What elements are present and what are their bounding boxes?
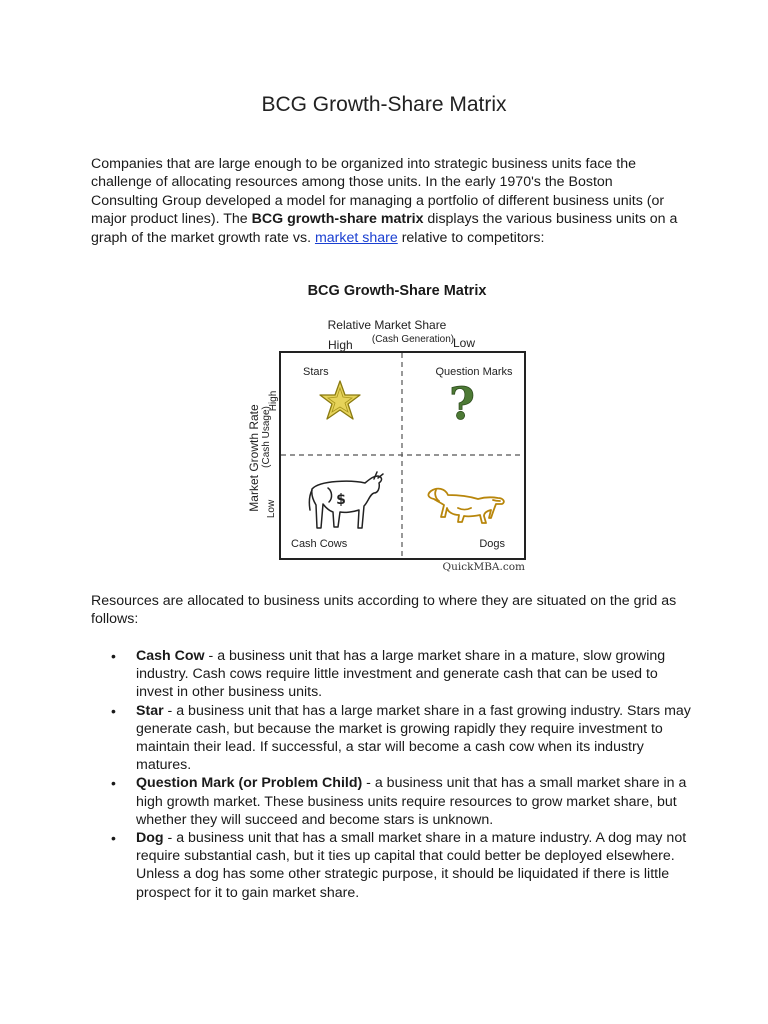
bullet-term: Question Mark (or Problem Child): [136, 775, 363, 792]
allocation-paragraph: Resources are allocated to business units according to where they are situated on the grid as follows:: [91, 593, 677, 628]
list-item-cash-cow: [91, 647, 691, 702]
x-axis-sublabel: (Cash Generation): [371, 334, 455, 345]
bullet-icon: •: [111, 775, 116, 792]
quadrant-label-dogs: Dogs: [479, 538, 505, 550]
quadrant-label-cash-cows: Cash Cows: [291, 538, 348, 550]
bullet-term: Dog: [136, 830, 164, 847]
page-title: BCG Growth-Share Matrix: [261, 93, 507, 116]
bcg-categories-list: [91, 647, 691, 902]
bcg-matrix-svg: [240, 312, 530, 574]
list-item-dog: [91, 829, 691, 902]
quadrant-label-question-marks: Question Marks: [435, 366, 513, 378]
bullet-text: - a business unit that has a small market share in a high growth market. These business units require resources to grow market share, but whether they will succeed and become stars is unknown.: [136, 775, 687, 828]
star-icon: [320, 381, 360, 419]
question-mark-icon: ?: [449, 379, 475, 430]
bullet-text: - a business unit that has a large market share in a mature, slow growing industry. Cash cows require little investment and generate cash that can be used to invest in other business units.: [136, 648, 666, 701]
bullet-term: Star: [136, 702, 164, 719]
dollar-sign-icon: $: [336, 492, 346, 508]
list-item-question-mark: [91, 774, 691, 829]
bullet-icon: •: [111, 648, 116, 664]
quadrant-label-stars: Stars: [303, 366, 329, 378]
market-share-link[interactable]: market share: [314, 229, 398, 246]
bullet-icon: •: [111, 702, 116, 719]
bullet-text: - a business unit that has a large market share in a fast growing industry. Stars may generate cash, but because the market is growing rapidly they require investment to maintain their lead. If successful, a star will become a cash cow when its industry matures.: [136, 702, 691, 774]
y-axis-high-label: High: [268, 390, 279, 412]
dog-icon: [428, 489, 503, 523]
figure-title: BCG Growth-Share Matrix: [307, 283, 487, 299]
x-axis-label: Relative Market Share: [327, 318, 447, 332]
list-item-star: [91, 702, 691, 775]
intro-text-3: relative to competitors:: [397, 229, 545, 246]
bcg-matrix-diagram: [240, 312, 530, 574]
y-axis-sublabel: (Cash Usage): [261, 406, 272, 468]
y-axis-low-label: Low: [266, 499, 277, 519]
y-axis-label: Market Growth Rate: [247, 404, 261, 512]
intro-bold-term: BCG growth-share matrix: [251, 211, 424, 228]
intro-text-2: displays the various business units on a graph of the market growth rate vs.: [91, 211, 678, 246]
bullet-term: Cash Cow: [136, 648, 205, 664]
x-axis-high-label: High: [328, 338, 353, 352]
intro-paragraph: [91, 155, 681, 247]
intro-text-1: Companies that are large enough to be organized into strategic business units face the challenge of allocating resources among those units. In the early 1970's the Boston Consulting Group developed a model for managing a portfolio of different business units (or major product lines). The: [91, 156, 665, 228]
x-axis-low-label: Low: [453, 336, 476, 350]
bullet-text: - a business unit that has a small market share in a mature industry. A dog may not require substantial cash, but it ties up capital that could better be deployed elsewhere. Unless a dog has some other strategic purpose, it should be liquidated if there is little prospect for it to gain market share.: [136, 830, 687, 901]
cash-cow-icon: [309, 472, 383, 528]
figure-credit: QuickMBA.com: [442, 561, 525, 573]
bullet-icon: •: [111, 830, 116, 847]
